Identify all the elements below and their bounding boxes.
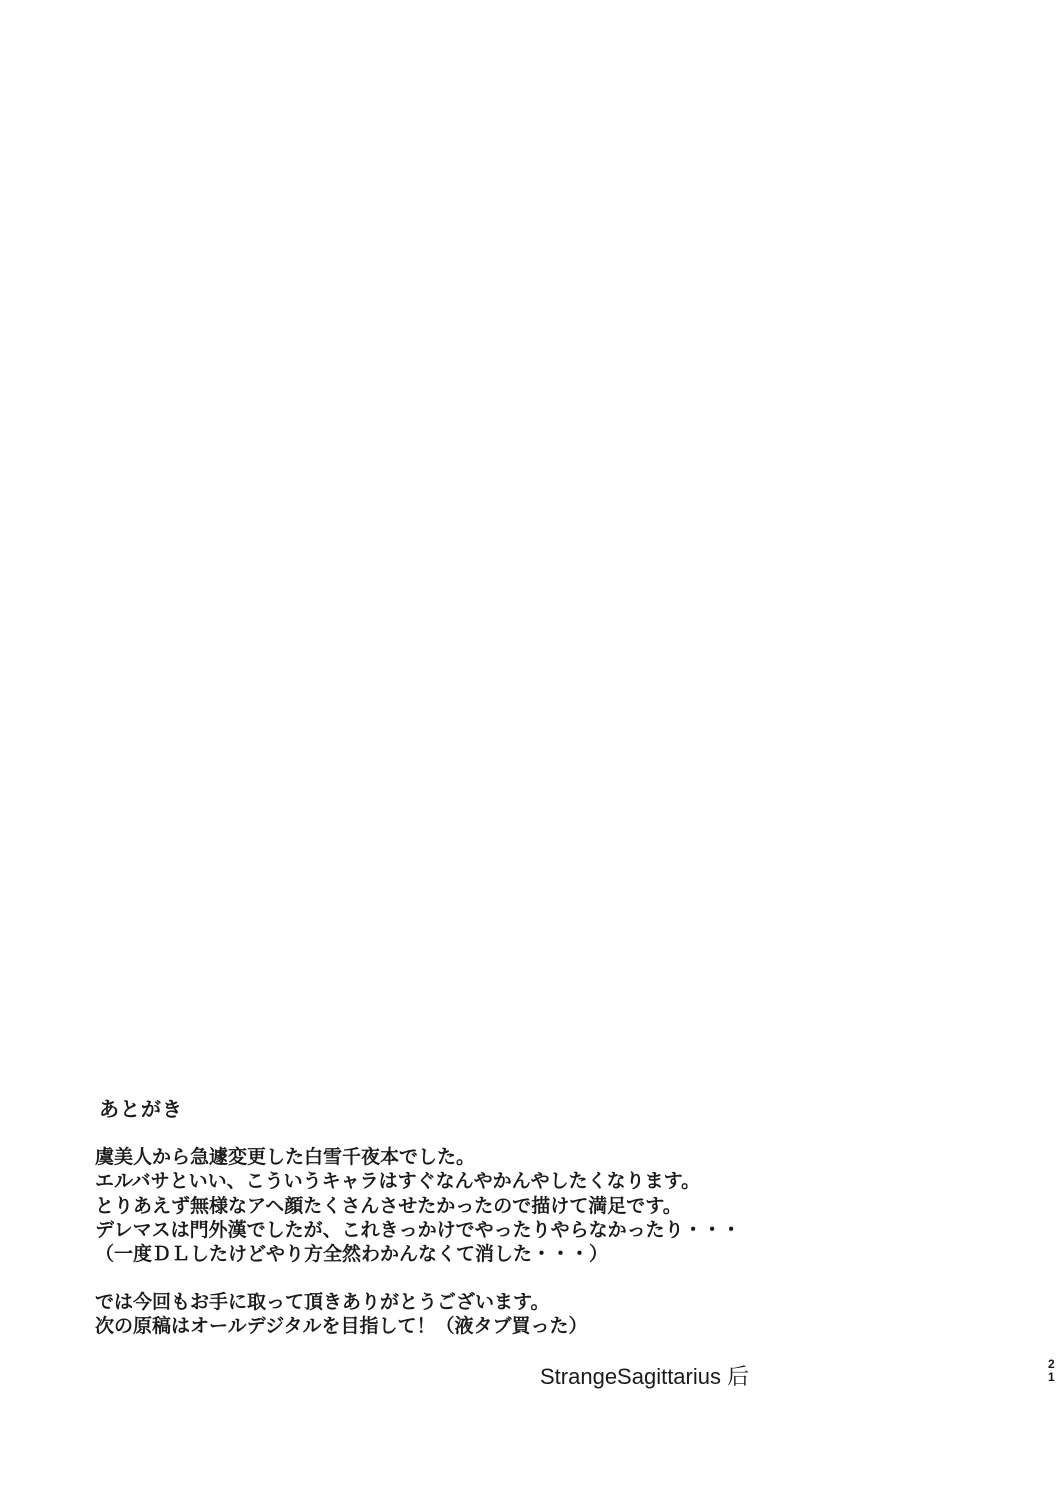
paragraph-line: では今回もお手に取って頂きありがとうございます。 — [95, 1292, 550, 1313]
paragraph-line: 次の原稿はオールデジタルを目指して！（液タブ買った） — [95, 1316, 588, 1338]
afterword-paragraph-1 — [95, 1146, 741, 1267]
paragraph-line: エルバサといい、こういうキャラはすぐなんやかんやしたくなります。 — [95, 1171, 701, 1193]
paragraph-line: （一度ＤＬしたけどやり方全然わかんなくて消した・・・） — [95, 1244, 609, 1266]
paragraph-line: 虞美人から急遽変更した白雪千夜本でした。 — [95, 1147, 476, 1168]
afterword-heading: あとがき — [99, 1099, 183, 1121]
page-number: 21 — [1048, 1357, 1055, 1384]
author-signature: StrangeSagittarius 后 — [540, 1364, 750, 1389]
paragraph-line: デレマスは門外漢でしたが、これきっかけでやったりやらなかったり・・・ — [95, 1219, 741, 1241]
paragraph-line: とりあえず無様なアヘ顔たくさんさせたかったので描けて満足です。 — [95, 1195, 682, 1217]
afterword-paragraph-2 — [95, 1291, 587, 1340]
